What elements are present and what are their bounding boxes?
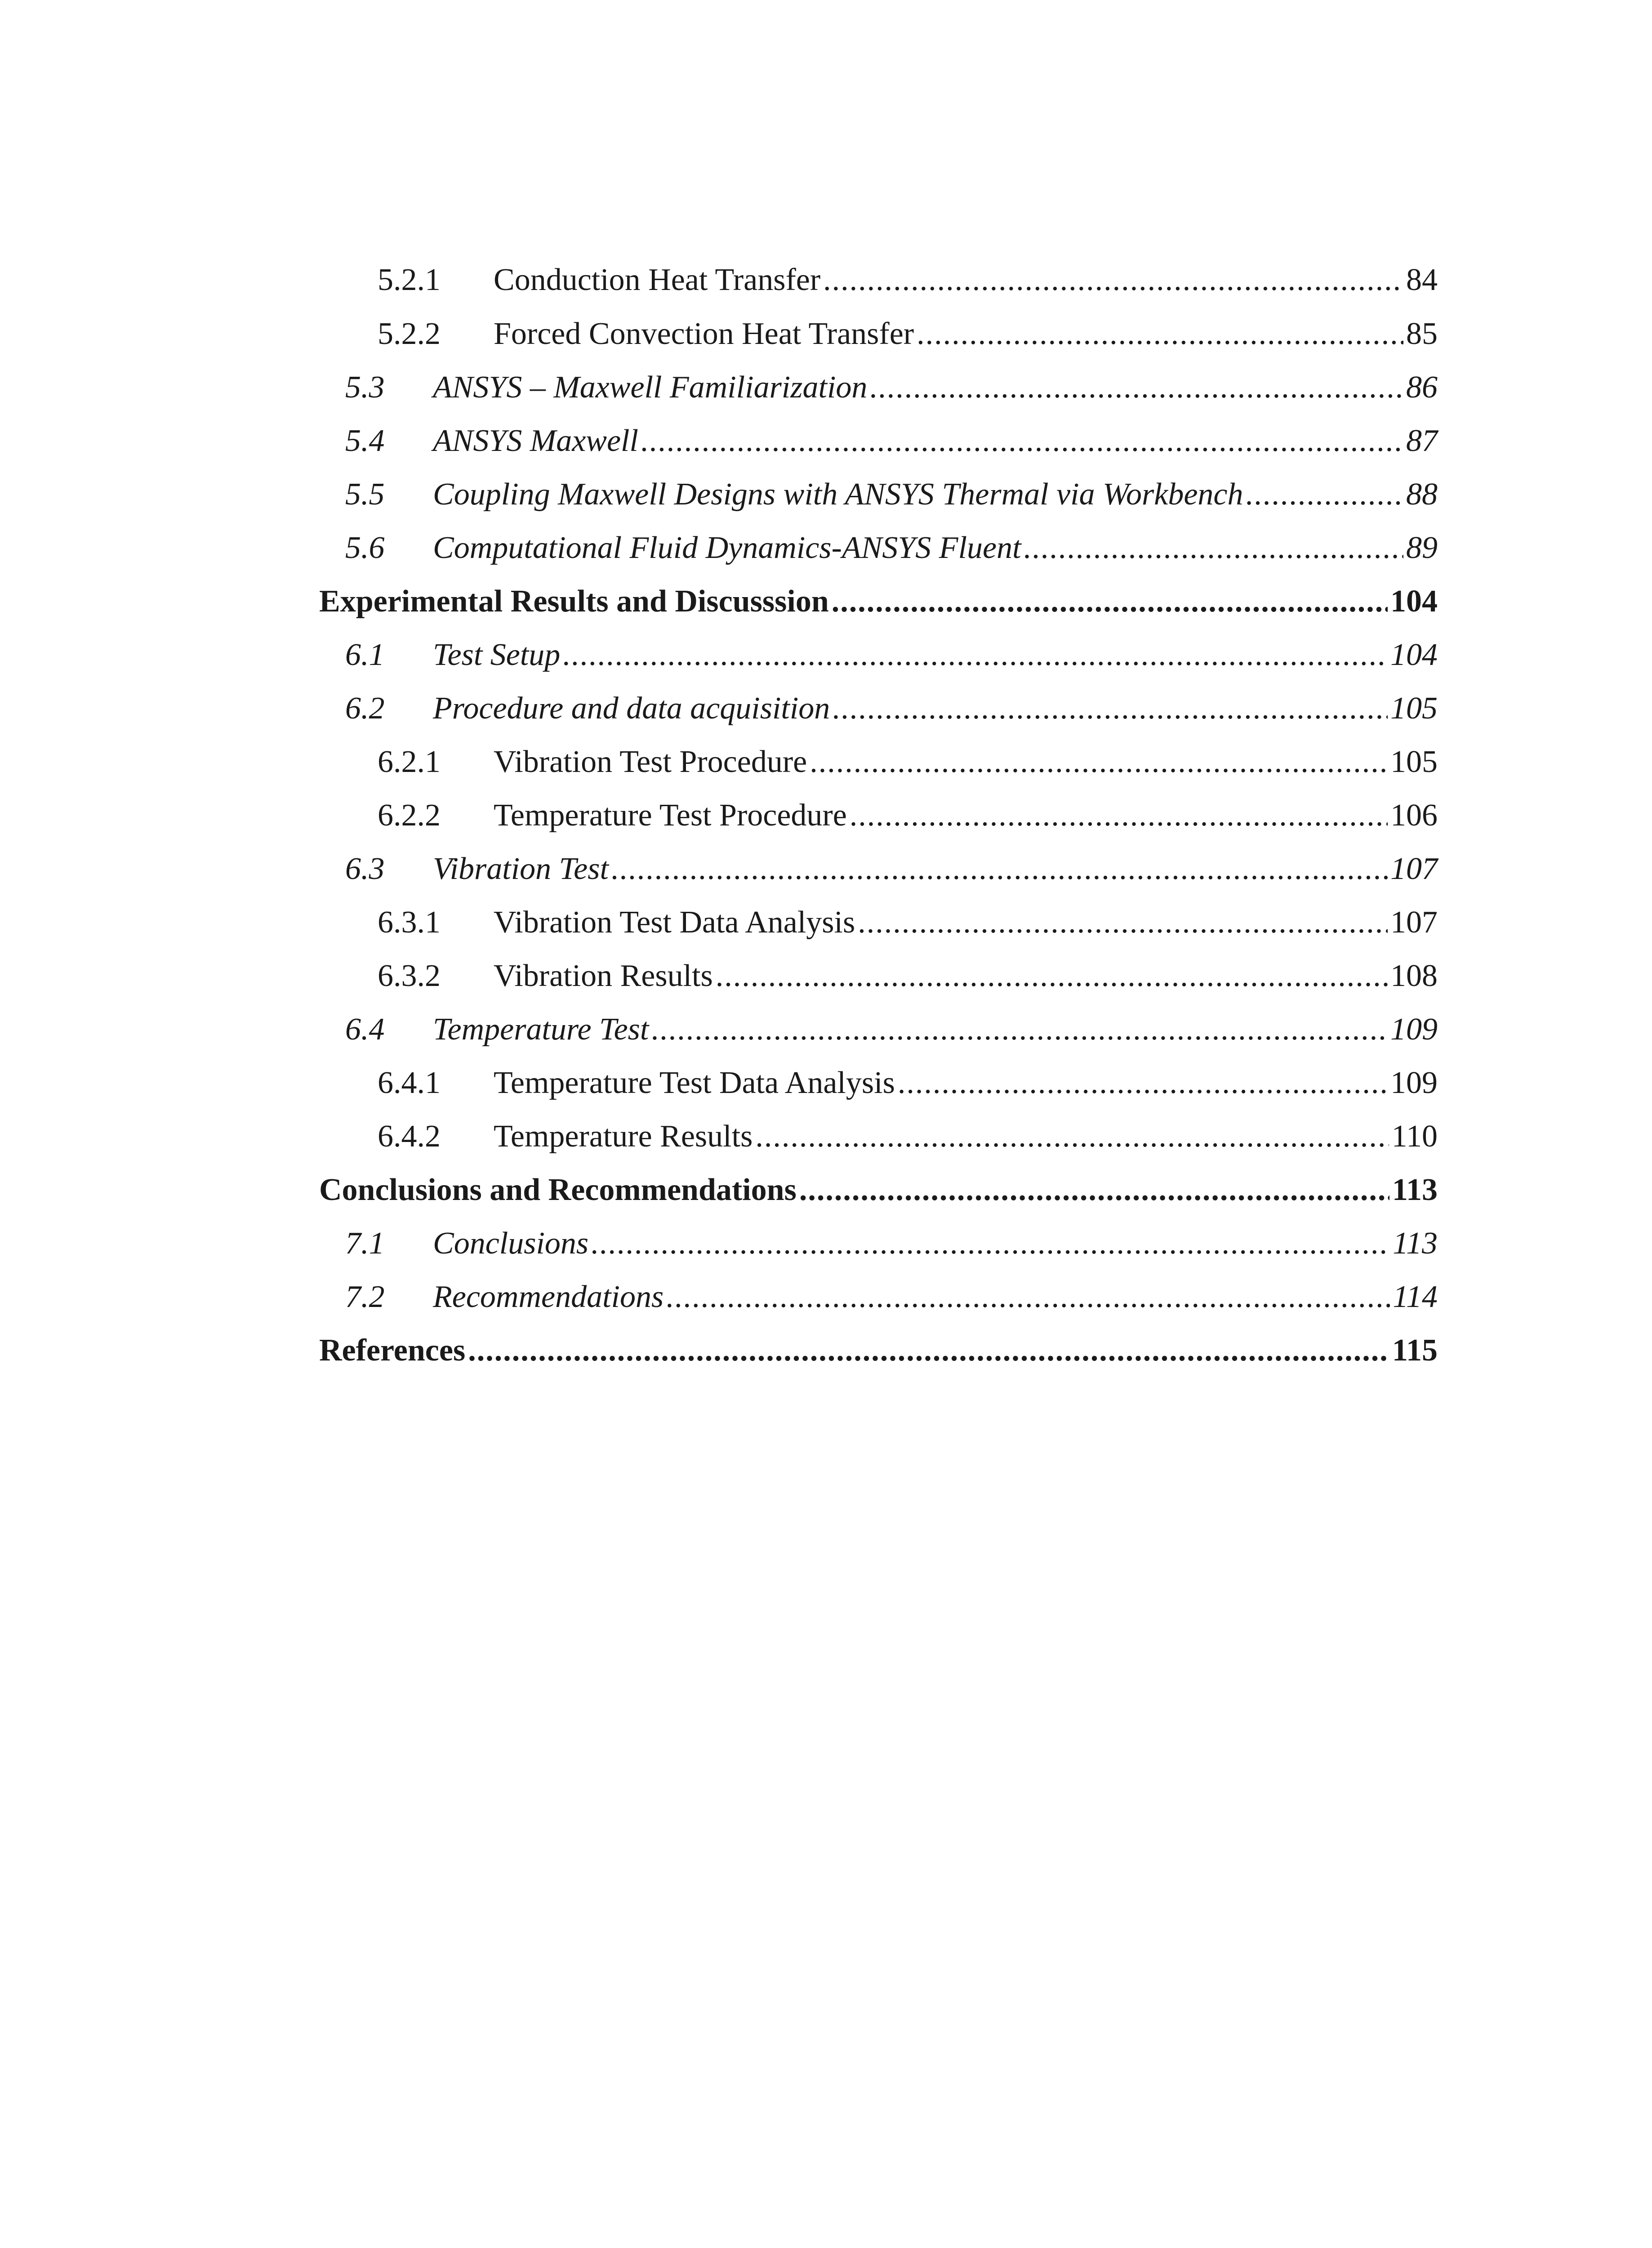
dot-leader (641, 425, 1403, 457)
toc-entry-number: 6.3.1 (378, 905, 441, 940)
dot-leader (1024, 532, 1403, 564)
toc-entry-number: 6.4.2 (378, 1119, 441, 1154)
toc-entry-page: 108 (1390, 959, 1438, 993)
toc-entry-number: 5.4 (345, 424, 385, 458)
toc-entry[interactable] (319, 1215, 1438, 1268)
toc-entry-page: 115 (1392, 1333, 1438, 1368)
toc-entry[interactable] (319, 734, 1438, 787)
dot-leader (468, 1335, 1389, 1366)
toc-entry-title: Coupling Maxwell Designs with ANSYS Thermal via Workbench (433, 477, 1243, 512)
toc-entry-page: 113 (1392, 1173, 1438, 1207)
toc-entry-title: ANSYS – Maxwell Familiarization (433, 370, 868, 405)
toc-entry-number: 6.3.2 (378, 959, 441, 993)
toc-entry-page: 89 (1406, 531, 1438, 565)
toc-entry-page: 113 (1393, 1226, 1438, 1261)
toc-entry-page: 109 (1390, 1066, 1438, 1100)
dot-leader (611, 853, 1388, 885)
dot-leader (917, 318, 1403, 350)
dot-leader (833, 693, 1388, 724)
toc-entry-page: 104 (1390, 584, 1438, 619)
toc-entry-title: Computational Fluid Dynamics-ANSYS Fluent (433, 531, 1021, 565)
toc-entry-title: Experimental Results and Discusssion (319, 584, 829, 619)
toc-entry-page: 84 (1406, 263, 1438, 297)
toc-entry-title: Vibration Test Data Analysis (494, 905, 855, 940)
toc-entry[interactable] (319, 1001, 1438, 1054)
toc-entry-page: 105 (1390, 745, 1438, 779)
dot-leader (716, 960, 1388, 992)
toc-entry-title: Vibration Results (494, 959, 713, 993)
toc-entry-title: Conduction Heat Transfer (494, 263, 821, 297)
dot-leader (870, 372, 1403, 403)
toc-entry-title: Conclusions and Recommendations (319, 1173, 797, 1207)
dot-leader (591, 1228, 1390, 1259)
toc-entry[interactable] (319, 1269, 1438, 1322)
toc-entry[interactable] (319, 1162, 1438, 1215)
toc-entry-title: Temperature Test Data Analysis (494, 1066, 895, 1100)
toc-entry[interactable] (319, 1108, 1438, 1161)
toc-entry[interactable] (319, 306, 1438, 359)
toc-entry-number: 6.2 (345, 691, 385, 726)
toc-entry-title: Test Setup (433, 638, 561, 672)
toc-entry-number: 6.2.2 (378, 798, 441, 833)
toc-entry[interactable] (319, 787, 1438, 840)
toc-entry-number: 5.2.2 (378, 317, 441, 351)
toc-entry-page: 107 (1390, 905, 1438, 940)
dot-leader (666, 1281, 1390, 1313)
toc-entry-page: 107 (1390, 852, 1438, 886)
toc-entry-page: 86 (1406, 370, 1438, 405)
dot-leader (1246, 479, 1403, 510)
toc-entry-number: 5.3 (345, 370, 385, 405)
toc-entry-title: Recommendations (433, 1280, 664, 1314)
toc-entry-page: 85 (1406, 317, 1438, 351)
toc-entry[interactable] (319, 573, 1438, 626)
toc-entry-page: 109 (1390, 1012, 1438, 1047)
dot-leader (651, 1014, 1388, 1045)
toc-entry[interactable] (319, 1322, 1438, 1375)
toc-entry-number: 5.6 (345, 531, 385, 565)
toc-entry[interactable] (319, 359, 1438, 412)
toc-entry-number: 5.2.1 (378, 263, 441, 297)
toc-entry-page: 104 (1390, 638, 1438, 672)
toc-entry-number: 6.3 (345, 852, 385, 886)
toc-entry[interactable] (319, 1055, 1438, 1108)
toc-entry-page: 114 (1393, 1280, 1438, 1314)
toc-entry-page: 105 (1390, 691, 1438, 726)
toc-entry-title: ANSYS Maxwell (433, 424, 638, 458)
dot-leader (898, 1067, 1388, 1099)
dot-leader (858, 907, 1388, 938)
dot-leader (823, 264, 1403, 296)
toc-entry-number: 6.1 (345, 638, 385, 672)
toc-entry[interactable] (319, 627, 1438, 680)
toc-entry-title: Conclusions (433, 1226, 589, 1261)
toc-entry-title: Procedure and data acquisition (433, 691, 830, 726)
dot-leader (810, 746, 1388, 778)
toc-entry[interactable] (319, 520, 1438, 573)
toc-entry[interactable] (319, 841, 1438, 894)
toc-entry-title: Forced Convection Heat Transfer (494, 317, 914, 351)
dot-leader (832, 586, 1388, 617)
toc-entry-page: 87 (1406, 424, 1438, 458)
toc-entry-title: Temperature Test Procedure (494, 798, 847, 833)
toc-entry-title: References (319, 1333, 466, 1368)
toc-entry[interactable] (319, 466, 1438, 519)
toc-entry-page: 106 (1390, 798, 1438, 833)
toc-entry-number: 7.1 (345, 1226, 385, 1261)
toc-entry-title: Vibration Test Procedure (494, 745, 807, 779)
toc-entry[interactable] (319, 413, 1438, 466)
toc-entry-number: 5.5 (345, 477, 385, 512)
toc-entry-page: 110 (1391, 1119, 1438, 1154)
toc-entry-number: 6.4.1 (378, 1066, 441, 1100)
dot-leader (755, 1121, 1389, 1152)
dot-leader (563, 639, 1388, 671)
toc-entry[interactable] (319, 252, 1438, 305)
toc-entry[interactable] (319, 948, 1438, 1001)
toc-entry-number: 6.4 (345, 1012, 385, 1047)
toc-entry-title: Vibration Test (433, 852, 609, 886)
dot-leader (850, 800, 1388, 831)
toc-entry-page: 88 (1406, 477, 1438, 512)
toc-entry-title: Temperature Test (433, 1012, 649, 1047)
toc-entry[interactable] (319, 894, 1438, 947)
toc-entry[interactable] (319, 680, 1438, 733)
toc-entry-number: 7.2 (345, 1280, 385, 1314)
dot-leader (799, 1174, 1389, 1206)
toc-entry-number: 6.2.1 (378, 745, 441, 779)
toc-entry-title: Temperature Results (494, 1119, 753, 1154)
